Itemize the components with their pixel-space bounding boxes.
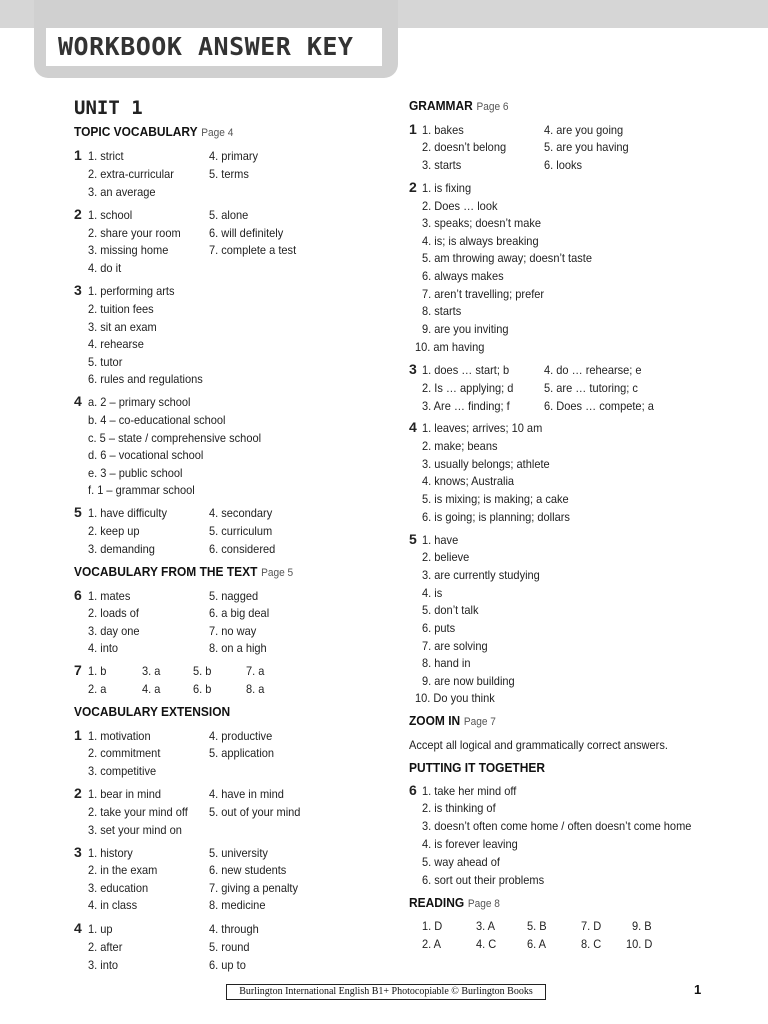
answer-line: 3. sit an exam (88, 320, 157, 334)
answer-line: 1. leaves; arrives; 10 am (422, 421, 543, 435)
answer-line: 6. A (527, 937, 547, 951)
answer-line: 5. are you having (544, 140, 629, 154)
exercise-number: 3 (74, 844, 82, 860)
exercise-number: 7 (74, 662, 82, 678)
answer-line: 2. take your mind off (88, 805, 188, 819)
answer-line: 3. competitive (88, 764, 157, 778)
answer-line: 7. no way (209, 624, 257, 638)
answer-line: 4. C (476, 937, 497, 951)
answer-line: 4. productive (209, 729, 273, 743)
answer-line: 8. medicine (209, 898, 266, 912)
answer-line: 4. is forever leaving (422, 837, 518, 851)
unit-title: UNIT 1 (74, 97, 143, 119)
answer-line: 6. always makes (422, 269, 504, 283)
answer-line: 1. have difficulty (88, 506, 167, 520)
answer-line: 2. a (88, 682, 107, 696)
page-ref: Page 6 (476, 101, 509, 113)
answer-line: 3. education (88, 881, 149, 895)
answer-line: 5. out of your mind (209, 805, 301, 819)
exercise-number: 2 (74, 206, 82, 222)
answer-line: 6. rules and regulations (88, 372, 203, 386)
answer-line: 1. bear in mind (88, 787, 162, 801)
section-vocabulary-extension: VOCABULARY EXTENSION (74, 704, 231, 719)
answer-line: 6. sort out their problems (422, 873, 545, 887)
answer-line: 6. considered (209, 542, 276, 556)
answer-line: d. 6 – vocational school (88, 448, 204, 462)
answer-line: 4. do it (88, 261, 122, 275)
exercise-number: 2 (409, 179, 417, 195)
answer-line: 4. knows; Australia (422, 474, 515, 488)
answer-line: 3. an average (88, 185, 156, 199)
exercise-number: 5 (74, 504, 82, 520)
page-ref: Page 4 (201, 127, 234, 139)
answer-line: 7. giving a penalty (209, 881, 298, 895)
answer-line: 3. A (476, 919, 496, 933)
answer-line: 1. take her mind off (422, 784, 517, 798)
zoom-in-text: Accept all logical and grammatically correct answers. (409, 738, 668, 752)
answer-line: 6. b (193, 682, 212, 696)
answer-line: 4. primary (209, 149, 259, 163)
answer-line: 2. extra-curricular (88, 167, 174, 181)
answer-line: 5. application (209, 746, 275, 760)
answer-line: 3. set your mind on (88, 823, 182, 837)
answer-line: 5. b (193, 664, 212, 678)
page-title: WORKBOOK ANSWER KEY (58, 32, 354, 61)
answer-line: 1. does … start; b (422, 363, 510, 377)
answer-line: 2. is thinking of (422, 801, 496, 815)
answer-line: 7. a (246, 664, 265, 678)
answer-line: 4. have in mind (209, 787, 284, 801)
answer-line: 5. am throwing away; doesn’t taste (422, 251, 592, 265)
answer-line: 1. up (88, 922, 113, 936)
answer-line: 4. is; is always breaking (422, 234, 539, 248)
answer-line: 1. have (422, 533, 459, 547)
answer-line: 5. way ahead of (422, 855, 500, 869)
answer-line: 8. hand in (422, 656, 471, 670)
answer-line: 10. am having (415, 340, 485, 354)
answer-line: 1. school (88, 208, 133, 222)
answer-line: 1. performing arts (88, 284, 175, 298)
answer-line: 8. starts (422, 304, 462, 318)
answer-line: 2. believe (422, 550, 470, 564)
exercise-number: 1 (74, 147, 82, 163)
answer-line: 5. B (527, 919, 547, 933)
answer-line: 7. D (581, 919, 602, 933)
answer-line: 3. usually belongs; athlete (422, 457, 550, 471)
answer-line: 4. do … rehearse; e (544, 363, 642, 377)
answer-line: 5. are … tutoring; c (544, 381, 638, 395)
answer-line: 6. up to (209, 958, 246, 972)
answer-line: 3. starts (422, 158, 462, 172)
page-number: 1 (694, 982, 702, 997)
answer-line: 3. missing home (88, 243, 169, 257)
answer-line: 9. are now building (422, 674, 515, 688)
exercise-number: 6 (409, 782, 417, 798)
answer-line: c. 5 – state / comprehensive school (88, 431, 262, 445)
exercise-number: 4 (74, 920, 82, 936)
page-ref: Page 8 (467, 898, 500, 910)
answer-line: 1. bakes (422, 123, 464, 137)
answer-line: 6. Does … compete; a (544, 399, 654, 413)
footer-copyright: Burlington International English B1+ Photocopiable © Burlington Books (226, 984, 546, 1000)
exercise-number: 5 (409, 531, 417, 547)
exercise-number: 6 (74, 587, 82, 603)
answer-line: 1. strict (88, 149, 124, 163)
answer-line: 10. Do you think (415, 691, 495, 705)
answer-line: 4. into (88, 641, 119, 655)
answer-line: 4. is (422, 586, 443, 600)
section-putting-it-together: PUTTING IT TOGETHER (409, 760, 546, 775)
answer-line: 5. alone (209, 208, 249, 222)
answer-line: 5. round (209, 940, 250, 954)
answer-line: 6. is going; is planning; dollars (422, 510, 570, 524)
answer-line: 8. on a high (209, 641, 267, 655)
section-zoom-in: ZOOM IN Page 7 (409, 713, 496, 728)
answer-line: 3. into (88, 958, 119, 972)
exercise-number: 3 (409, 361, 417, 377)
answer-line: 2. share your room (88, 226, 181, 240)
answer-line: b. 4 – co-educational school (88, 413, 226, 427)
answer-line: 3. doesn’t often come home / often doesn’t come home (422, 819, 692, 833)
answer-line: 7. complete a test (209, 243, 297, 257)
answer-line: 1. history (88, 846, 133, 860)
answer-line: 6. looks (544, 158, 583, 172)
answer-line: 2. Does … look (422, 199, 498, 213)
answer-line: 10. D (626, 937, 653, 951)
exercise-number: 4 (409, 419, 417, 435)
answer-line: 2. loads of (88, 606, 139, 620)
answer-line: 4. secondary (209, 506, 273, 520)
answer-line: 2. tuition fees (88, 302, 154, 316)
answer-line: 5. nagged (209, 589, 259, 603)
answer-line: 3. demanding (88, 542, 155, 556)
answer-line: 5. university (209, 846, 268, 860)
answer-line: 2. keep up (88, 524, 140, 538)
section-topic-vocabulary: TOPIC VOCABULARY Page 4 (74, 124, 234, 139)
answer-line: 6. a big deal (209, 606, 270, 620)
exercise-number: 1 (409, 121, 417, 137)
answer-line: 1. mates (88, 589, 131, 603)
answer-line: 7. are solving (422, 639, 488, 653)
answer-line: 4. through (209, 922, 259, 936)
answer-line: 3. a (142, 664, 161, 678)
section-vocabulary-from-text: VOCABULARY FROM THE TEXT Page 5 (74, 564, 294, 579)
answer-line: 4. in class (88, 898, 138, 912)
answer-line: 9. B (632, 919, 652, 933)
answer-line: e. 3 – public school (88, 466, 183, 480)
answer-line: 8. a (246, 682, 265, 696)
answer-line: 8. C (581, 937, 602, 951)
answer-line: 5. don’t talk (422, 603, 479, 617)
answer-line: 4. a (142, 682, 161, 696)
answer-line: f. 1 – grammar school (88, 483, 195, 497)
answer-line: 2. make; beans (422, 439, 498, 453)
answer-line: 2. after (88, 940, 123, 954)
answer-line: 2. A (422, 937, 442, 951)
answer-line: 3. day one (88, 624, 140, 638)
answer-line: 3. Are … finding; f (422, 399, 510, 413)
exercise-number: 4 (74, 393, 82, 409)
answer-line: 9. are you inviting (422, 322, 509, 336)
answer-line: 2. doesn’t belong (422, 140, 507, 154)
section-grammar: GRAMMAR Page 6 (409, 98, 509, 113)
answer-line: 7. aren’t travelling; prefer (422, 287, 545, 301)
answer-line: 4. rehearse (88, 337, 144, 351)
answer-line: 5. terms (209, 167, 249, 181)
answer-line: 1. is fixing (422, 181, 472, 195)
exercise-number: 2 (74, 785, 82, 801)
page-ref: Page 5 (261, 567, 294, 579)
answer-line: 1. b (88, 664, 107, 678)
answer-line: 3. are currently studying (422, 568, 540, 582)
answer-line: a. 2 – primary school (88, 395, 191, 409)
answer-line: 4. are you going (544, 123, 624, 137)
answer-line: 5. tutor (88, 355, 123, 369)
answer-line: 2. Is … applying; d (422, 381, 514, 395)
answer-line: 2. in the exam (88, 863, 158, 877)
section-reading: READING Page 8 (409, 895, 500, 910)
answer-line: 2. commitment (88, 746, 161, 760)
answer-line: 3. speaks; doesn’t make (422, 216, 542, 230)
exercise-number: 1 (74, 727, 82, 743)
answer-line: 1. motivation (88, 729, 151, 743)
answer-line: 6. puts (422, 621, 456, 635)
answer-line: 5. curriculum (209, 524, 273, 538)
answer-line: 1. D (422, 919, 443, 933)
exercise-number: 3 (74, 282, 82, 298)
answer-line: 6. will definitely (209, 226, 284, 240)
page-ref: Page 7 (463, 716, 496, 728)
answer-line: 6. new students (209, 863, 287, 877)
answer-line: 5. is mixing; is making; a cake (422, 492, 569, 506)
